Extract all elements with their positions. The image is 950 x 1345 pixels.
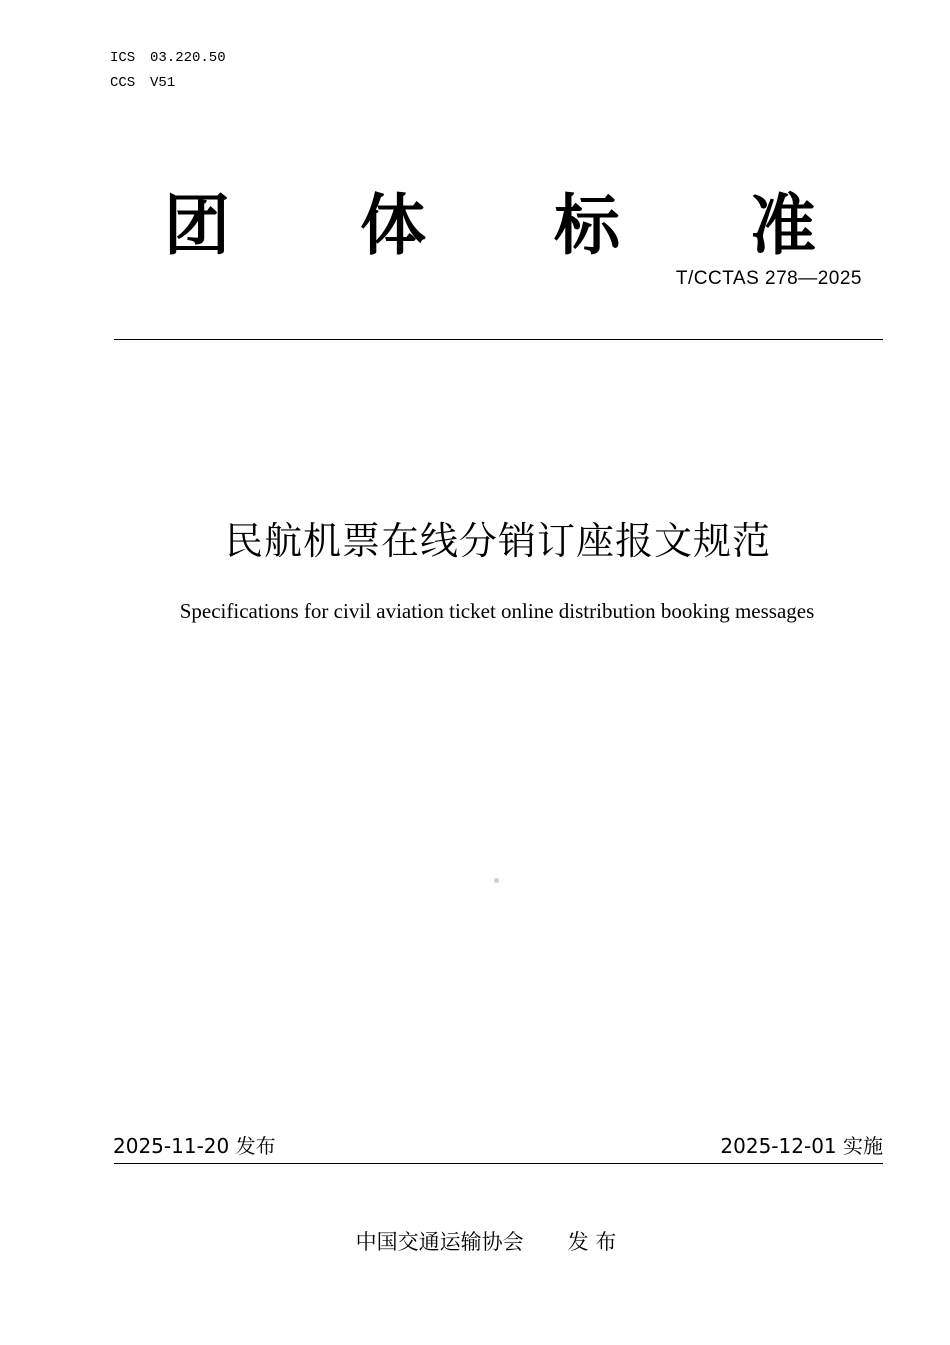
standard-number: T/CCTAS 278—2025 <box>675 268 862 289</box>
ics-value: 03.220.50 <box>150 50 226 66</box>
implement-date: 2025-12-01 实施 <box>720 1134 883 1158</box>
ics-code <box>110 46 226 71</box>
standard-type-char-4: 准 <box>750 187 816 264</box>
ccs-value: V51 <box>150 75 176 91</box>
publisher-name: 中国交通运输协会 <box>355 1230 524 1254</box>
publisher-action: 发 布 <box>567 1230 617 1254</box>
title-english: Specifications for civil aviation ticket online distribution booking messages <box>179 599 815 623</box>
standard-type-char-2: 体 <box>360 187 426 264</box>
top-divider <box>114 339 883 340</box>
standard-type-char-1: 团 <box>164 187 230 264</box>
publish-date: 2025-11-20 发布 <box>113 1134 276 1158</box>
ccs-label: CCS <box>110 75 136 91</box>
ccs-code <box>110 71 226 96</box>
ics-label: ICS <box>110 50 136 66</box>
standard-type-char-3: 标 <box>554 187 620 264</box>
publisher-line <box>0 1228 950 1256</box>
stray-dot <box>494 878 499 883</box>
classification-codes <box>110 46 226 96</box>
bottom-divider <box>114 1163 883 1164</box>
title-chinese: 民航机票在线分销订座报文规范 <box>224 519 771 563</box>
